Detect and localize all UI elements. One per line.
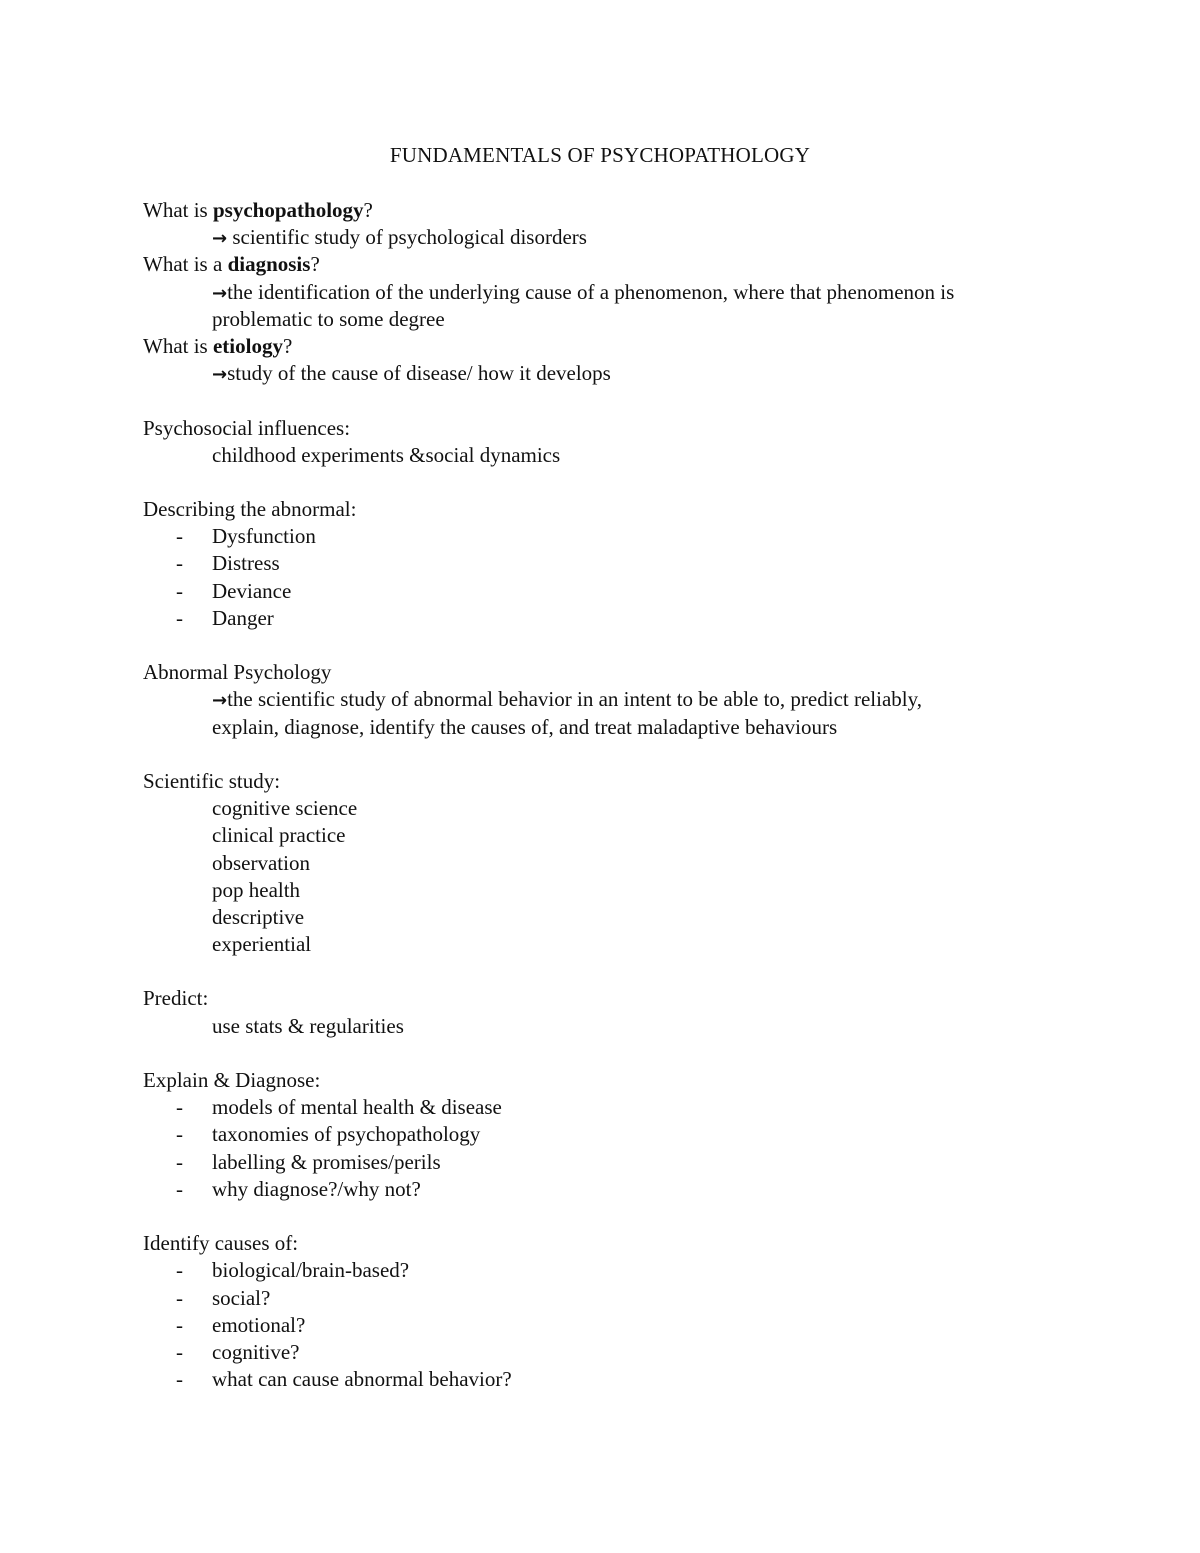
list-item	[143, 1094, 1103, 1121]
bullet-dash: -	[176, 524, 183, 549]
list-item	[143, 550, 1103, 577]
arrow-icon: →	[212, 690, 228, 712]
arrow-icon: →	[212, 228, 228, 250]
question-etiology	[143, 333, 1103, 360]
bullet-dash: -	[176, 1285, 183, 1310]
document-title: FUNDAMENTALS OF PSYCHOPATHOLOGY	[389, 143, 811, 167]
section-heading-predict: Predict:	[143, 986, 209, 1011]
list-item: descriptive	[212, 904, 305, 929]
list-item-text: social?	[212, 1285, 271, 1310]
question-mark: ?	[310, 252, 320, 277]
spacer	[143, 387, 1103, 414]
list-item: pop health	[212, 877, 301, 902]
spacer	[143, 632, 1103, 659]
predict-text: use stats & regularities	[212, 1013, 404, 1038]
document-body	[143, 197, 1103, 1393]
term-psychopathology: psychopathology	[212, 198, 364, 222]
spacer	[143, 1203, 1103, 1230]
answer-psychopathology	[143, 224, 1103, 251]
section-heading-abnormal-psychology: Abnormal Psychology	[143, 660, 332, 685]
list-item	[143, 1121, 1103, 1148]
list-item	[143, 1312, 1103, 1339]
bullet-dash: -	[176, 1258, 183, 1283]
bullet-dash: -	[176, 1095, 183, 1120]
answer-diagnosis	[143, 279, 1103, 306]
bullet-dash: -	[176, 1122, 183, 1147]
list-item: experiential	[212, 932, 312, 957]
spacer	[143, 469, 1103, 496]
question-mark: ?	[363, 198, 373, 222]
list-item: observation	[212, 850, 310, 875]
psychosocial-text: childhood experiments &social dynamics	[212, 442, 561, 467]
section-heading-psychosocial: Psychosocial influences:	[143, 415, 351, 440]
list-item-text: Distress	[212, 551, 280, 576]
bullet-dash: -	[176, 605, 183, 630]
list-item-text: biological/brain-based?	[212, 1258, 410, 1283]
spacer	[143, 741, 1103, 768]
list-item-text: Deviance	[212, 578, 292, 603]
list-item: clinical practice	[212, 823, 346, 848]
question-prefix: What is	[143, 198, 213, 222]
list-item	[143, 1366, 1103, 1393]
list-item-text: labelling & promises/perils	[212, 1149, 441, 1174]
bullet-dash: -	[176, 1339, 183, 1364]
bullet-dash: -	[176, 1176, 183, 1201]
bullet-dash: -	[176, 1367, 183, 1392]
list-item	[143, 523, 1103, 550]
answer-diagnosis-continued: problematic to some degree	[212, 306, 445, 331]
list-item	[143, 1285, 1103, 1312]
list-item-text: Dysfunction	[212, 524, 316, 549]
bullet-dash: -	[176, 578, 183, 603]
list-item	[143, 1176, 1103, 1203]
section-heading-describing: Describing the abnormal:	[143, 497, 357, 522]
term-etiology: etiology	[212, 333, 283, 358]
list-item-text: what can cause abnormal behavior?	[212, 1367, 512, 1392]
spacer	[143, 958, 1103, 985]
answer-text: study of the cause of disease/ how it develops	[227, 361, 611, 386]
bullet-dash: -	[176, 551, 183, 576]
list-item	[143, 578, 1103, 605]
list-item-text: why diagnose?/why not?	[212, 1176, 421, 1201]
term-diagnosis: diagnosis	[227, 252, 311, 277]
spacer	[143, 1040, 1103, 1067]
list-item	[143, 1257, 1103, 1284]
arrow-icon: →	[212, 364, 228, 386]
section-heading-scientific-study: Scientific study:	[143, 768, 281, 793]
definition-text: the scientific study of abnormal behavior in an intent to be able to, predict reliably,	[227, 687, 923, 712]
list-item	[143, 1339, 1103, 1366]
bullet-dash: -	[176, 1149, 183, 1174]
bullet-dash: -	[176, 1312, 183, 1337]
question-prefix: What is a	[143, 252, 228, 277]
list-item-text: Danger	[212, 605, 274, 630]
abnormal-psychology-definition-continued: explain, diagnose, identify the causes of, and treat maladaptive behaviours	[212, 714, 838, 739]
list-item	[143, 1149, 1103, 1176]
section-heading-identify-causes: Identify causes of:	[143, 1231, 299, 1256]
section-heading-explain-diagnose: Explain & Diagnose:	[143, 1068, 321, 1092]
answer-text: the identification of the underlying cause of a phenomenon, where that phenomenon is	[227, 279, 955, 304]
arrow-icon: →	[212, 282, 228, 304]
question-diagnosis	[143, 251, 1103, 278]
list-item	[143, 605, 1103, 632]
question-prefix: What is	[143, 333, 213, 358]
list-item-text: cognitive?	[212, 1339, 300, 1364]
list-item: cognitive science	[212, 796, 358, 821]
abnormal-psychology-definition	[143, 686, 1103, 713]
answer-text: scientific study of psychological disorders	[232, 225, 587, 250]
list-item-text: emotional?	[212, 1312, 306, 1337]
answer-etiology	[143, 360, 1103, 387]
list-item-text: taxonomies of psychopathology	[212, 1122, 481, 1147]
list-item-text: models of mental health & disease	[212, 1095, 502, 1120]
question-mark: ?	[282, 333, 293, 358]
question-psychopathology	[143, 197, 1103, 224]
